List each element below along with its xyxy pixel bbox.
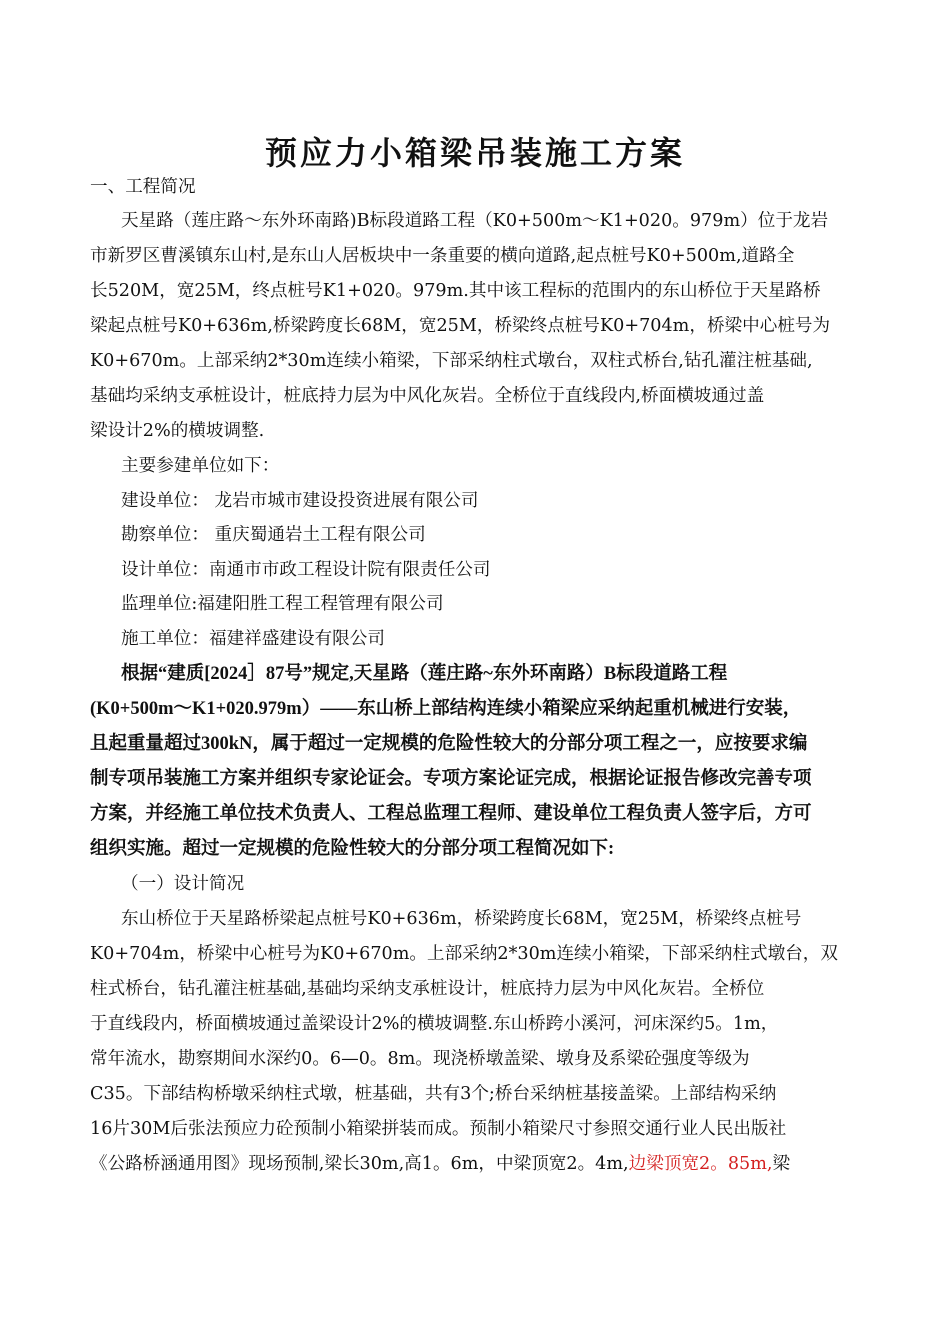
design-line-7: 16片30M后张法预应力砼预制小箱梁拼装而成。预制小箱梁尺寸参照交通行业人民出版社 xyxy=(90,1119,787,1139)
design-line-6: C35。下部结构桥墩采纳柱式墩，桩基础，共有3个;桥台采纳桩基接盖梁。上部结构采纳 xyxy=(90,1084,777,1104)
regulation-line-3: 且起重量超过300kN，属于超过一定规模的危险性较大的分部分项工程之一，应按要求编 xyxy=(90,734,808,754)
regulation-line-2: (K0+500m～K1+020.979m）——东山桥上部结构连续小箱梁应采纳起重机械进行安装， xyxy=(90,699,802,719)
regulation-line-1: 根据“建质[2024］87号”规定,天星路（莲庄路~东外环南路）B标段道路工程 xyxy=(121,664,728,684)
highlighted-edge-beam-width: 边梁顶宽2。85m, xyxy=(628,1154,773,1174)
intro-line-7: 梁设计2%的横坡调整. xyxy=(90,421,265,441)
subsection-heading-design: （一）设计简况 xyxy=(121,874,245,894)
design-line-5: 常年流水，勘察期间水深约0。6—0。8m。现浇桥墩盖梁、墩身及系梁砼强度等级为 xyxy=(90,1049,750,1069)
unit-survey: 勘察单位： 重庆蜀通岩土工程有限公司 xyxy=(121,525,426,545)
regulation-line-4: 制专项吊装施工方案并组织专家论证会。专项方案论证完成，根据论证报告修改完善专项 xyxy=(90,769,812,789)
section-heading-project-overview: 一、工程简况 xyxy=(90,177,196,197)
intro-line-2: 市新罗区曹溪镇东山村,是东山人居板块中一条重要的横向道路,起点桩号K0+500m,道路全 xyxy=(90,246,795,266)
design-line-2: K0+704m，桥梁中心桩号为K0+670m。上部采纳2*30m连续小箱梁，下部采纳柱式墩台，双 xyxy=(90,944,838,964)
intro-line-1: 天星路（莲庄路～东外环南路)B标段道路工程（K0+500m～K1+020。979m）位于龙岩 xyxy=(121,211,829,231)
units-heading: 主要参建单位如下： xyxy=(121,456,280,476)
intro-line-6: 基础均采纳支承桩设计，桩底持力层为中风化灰岩。全桥位于直线段内,桥面横坡通过盖 xyxy=(90,386,765,406)
design-line-8 xyxy=(90,1153,860,1175)
intro-line-3: 长520M，宽25M，终点桩号K1+020。979m.其中该工程标的范围内的东山桥位于天星路桥 xyxy=(90,281,821,301)
design-line-4: 于直线段内，桥面横坡通过盖梁设计2%的横坡调整.东山桥跨小溪河，河床深约5。1m， xyxy=(90,1014,779,1034)
design-line-8-tail: 梁 xyxy=(772,1154,791,1174)
unit-contractor: 施工单位：福建祥盛建设有限公司 xyxy=(121,629,385,649)
design-line-3: 柱式桥台，钻孔灌注桩基础,基础均采纳支承桩设计，桩底持力层为中风化灰岩。全桥位 xyxy=(90,979,765,999)
regulation-line-6: 组织实施。超过一定规模的危险性较大的分部分项工程简况如下: xyxy=(90,839,615,859)
unit-design: 设计单位：南通市市政工程设计院有限责任公司 xyxy=(121,560,491,580)
design-line-1: 东山桥位于天星路桥梁起点桩号K0+636m，桥梁跨度长68M，宽25M，桥梁终点桩号 xyxy=(121,909,802,929)
unit-supervision: 监理单位:福建阳胜工程工程管理有限公司 xyxy=(121,594,444,614)
document-title: 预应力小箱梁吊装施工方案 xyxy=(264,134,685,172)
regulation-line-5: 方案，并经施工单位技术负责人、工程总监理工程师、建设单位工程负责人签字后，方可 xyxy=(90,804,812,824)
design-line-8-text: 《公路桥涵通用图》现场预制,梁长30m,高1。6m，中梁顶宽2。4m, xyxy=(90,1154,629,1174)
unit-construction-owner: 建设单位： 龙岩市城市建设投资进展有限公司 xyxy=(121,491,479,511)
intro-line-5: K0+670m。上部采纳2*30m连续小箱梁，下部采纳柱式墩台，双柱式桥台,钻孔灌注桩基础, xyxy=(90,351,813,371)
intro-line-4: 梁起点桩号K0+636m,桥梁跨度长68M，宽25M，桥梁终点桩号K0+704m，桥梁中心桩号为 xyxy=(90,316,831,336)
